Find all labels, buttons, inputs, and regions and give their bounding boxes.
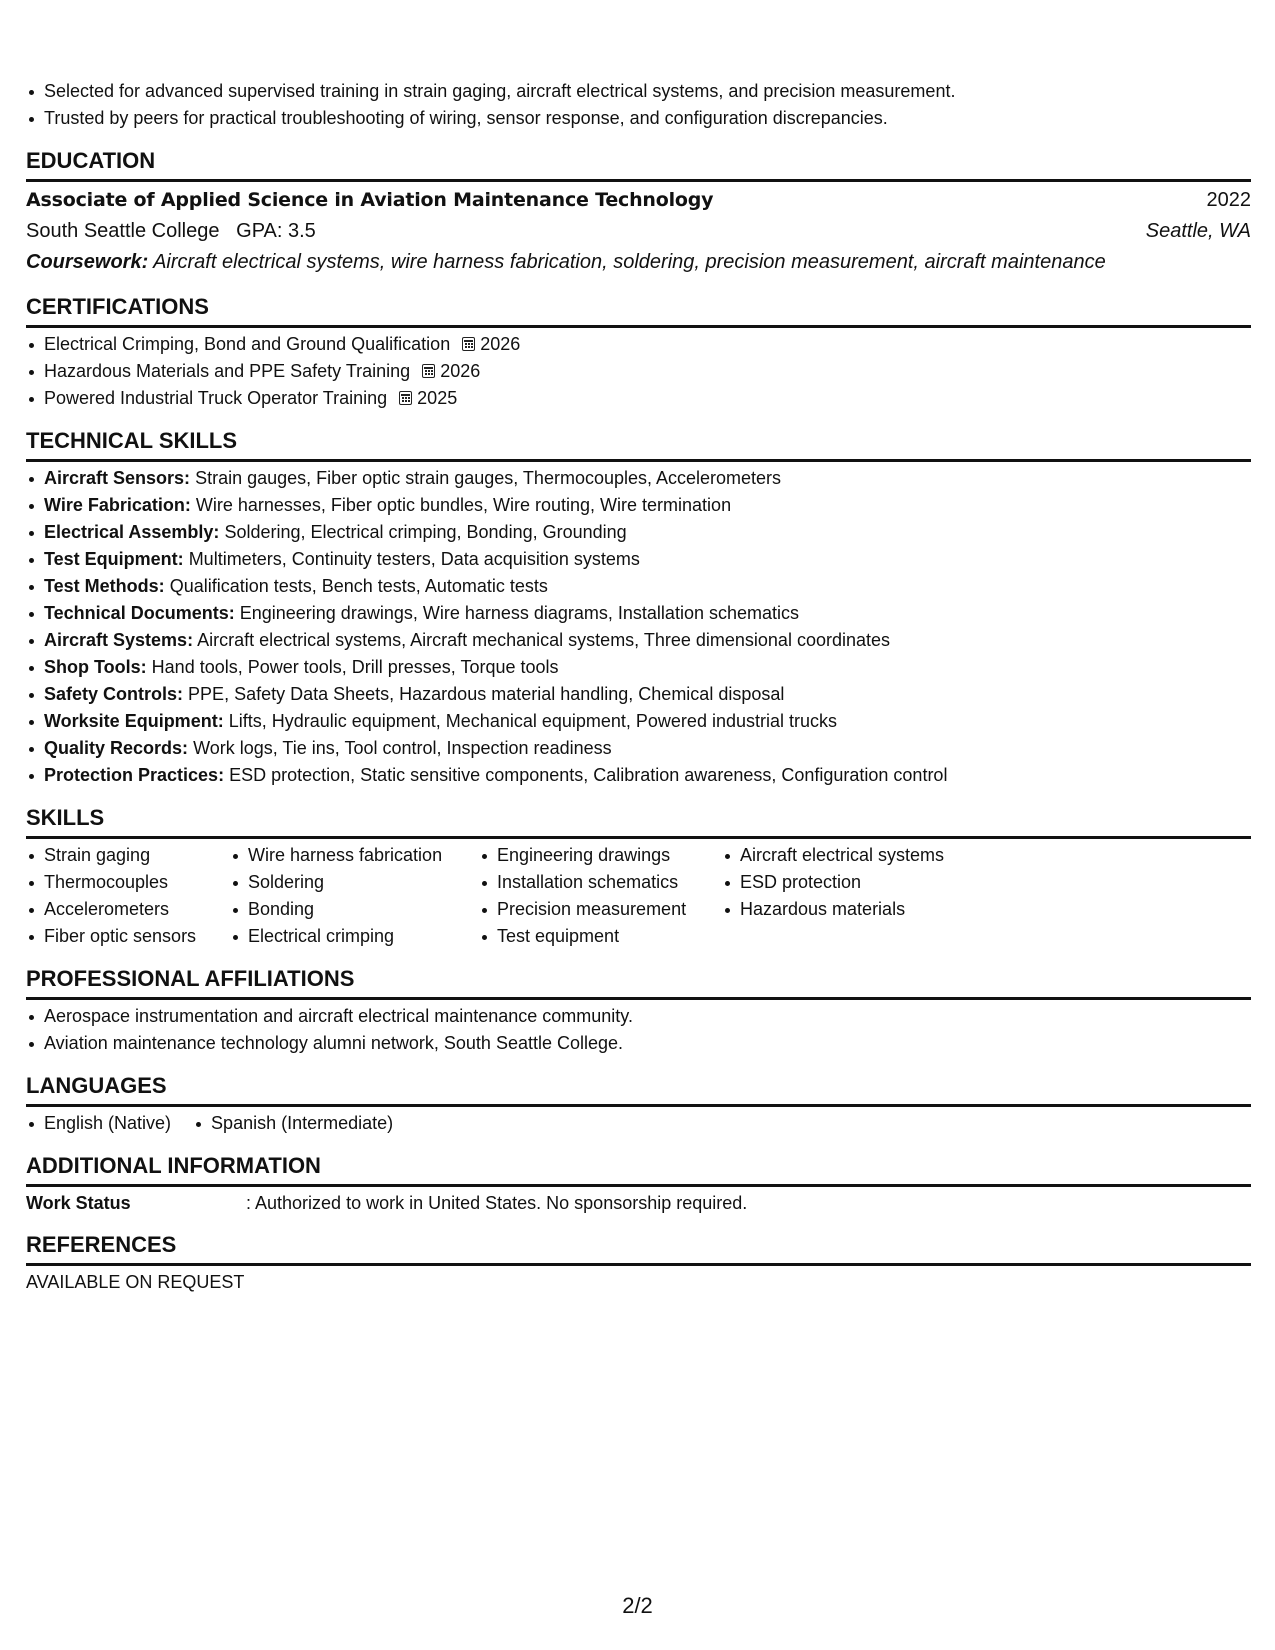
skill-category: Protection Practices:	[44, 765, 225, 785]
list-item	[26, 627, 1251, 654]
section-heading: CERTIFICATIONS	[26, 294, 209, 319]
gpa: GPA: 3.5	[236, 220, 316, 242]
skill-values: Qualification tests, Bench tests, Automatic tests	[169, 576, 548, 596]
list-item	[26, 546, 1251, 573]
graduation-year: 2022	[1206, 189, 1251, 211]
list-item	[26, 492, 1251, 519]
divider	[26, 1104, 1251, 1107]
skill-category: Shop Tools:	[44, 657, 147, 677]
skills-column	[230, 842, 479, 950]
affiliations-list	[26, 1003, 1251, 1057]
list-item	[26, 385, 1251, 412]
calendar-icon	[422, 364, 435, 378]
page-number: 2/2	[622, 1593, 653, 1618]
skill-category: Safety Controls:	[44, 684, 184, 704]
divider	[26, 836, 1251, 839]
school-row	[26, 216, 1251, 247]
list-item: Electrical crimping	[230, 923, 479, 950]
skills-grid	[26, 842, 1251, 950]
skill-values: Work logs, Tie ins, Tool control, Inspection readiness	[193, 738, 612, 758]
section-heading: ADDITIONAL INFORMATION	[26, 1153, 321, 1178]
additional-info-section	[26, 1153, 1251, 1216]
list-item: Test equipment	[479, 923, 722, 950]
section-heading: LANGUAGES	[26, 1073, 167, 1098]
list-item	[26, 735, 1251, 762]
list-item	[26, 465, 1251, 492]
list-item: Selected for advanced supervised training in strain gaging, aircraft electrical systems, and precision measurement.	[26, 78, 1251, 105]
references-text: AVAILABLE ON REQUEST	[26, 1272, 245, 1292]
cert-name: Hazardous Materials and PPE Safety Training	[44, 361, 411, 381]
list-item: Hazardous materials	[722, 896, 982, 923]
list-item: Engineering drawings	[479, 842, 722, 869]
skill-category: Technical Documents:	[44, 603, 235, 623]
skills-section	[26, 805, 1251, 950]
skills-column	[26, 842, 230, 950]
languages-list	[26, 1110, 1251, 1137]
list-item: Soldering	[230, 869, 479, 896]
list-item: Accelerometers	[26, 896, 230, 923]
school-name: South Seattle College	[26, 220, 220, 242]
divider	[26, 459, 1251, 462]
list-item: Thermocouples	[26, 869, 230, 896]
skill-values: Soldering, Electrical crimping, Bonding, Grounding	[224, 522, 627, 542]
degree-title: Associate of Applied Science in Aviation Maintenance Technology	[26, 189, 714, 211]
education-section	[26, 148, 1251, 278]
skill-values: Multimeters, Continuity testers, Data acquisition systems	[188, 549, 640, 569]
list-item: Trusted by peers for practical troubleshooting of wiring, sensor response, and configuration discrepancies.	[26, 105, 1251, 132]
list-item: ESD protection	[722, 869, 982, 896]
list-item	[26, 681, 1251, 708]
skill-category: Test Methods:	[44, 576, 165, 596]
list-item	[26, 358, 1251, 385]
list-item: Installation schematics	[479, 869, 722, 896]
references-section	[26, 1232, 1251, 1295]
work-status-value: : Authorized to work in United States. No sponsorship required.	[246, 1193, 748, 1213]
list-item	[26, 654, 1251, 681]
skill-category: Electrical Assembly:	[44, 522, 220, 542]
skill-category: Test Equipment:	[44, 549, 184, 569]
skill-category: Aircraft Systems:	[44, 630, 194, 650]
list-item	[26, 600, 1251, 627]
list-item	[26, 331, 1251, 358]
experience-bullets	[26, 78, 1251, 132]
list-item: Bonding	[230, 896, 479, 923]
skills-column	[479, 842, 722, 950]
list-item: Strain gaging	[26, 842, 230, 869]
technical-skills-list	[26, 465, 1251, 789]
list-item	[26, 708, 1251, 735]
section-heading: EDUCATION	[26, 148, 156, 173]
skill-values: Strain gauges, Fiber optic strain gauges, Thermocouples, Accelerometers	[195, 468, 782, 488]
section-heading: REFERENCES	[26, 1232, 177, 1257]
list-item: Precision measurement	[479, 896, 722, 923]
list-item: Aircraft electrical systems	[722, 842, 982, 869]
calendar-icon	[462, 337, 475, 351]
skill-values: Aircraft electrical systems, Aircraft mechanical systems, Three dimensional coordinates	[197, 630, 890, 650]
certifications-list	[26, 331, 1251, 412]
skill-category: Wire Fabrication:	[44, 495, 191, 515]
skill-category: Aircraft Sensors:	[44, 468, 191, 488]
skill-values: Wire harnesses, Fiber optic bundles, Wire routing, Wire termination	[195, 495, 732, 515]
technical-skills-section	[26, 428, 1251, 789]
work-status-label: Work Status	[26, 1193, 131, 1213]
cert-year: 2026	[440, 361, 481, 381]
cert-name: Powered Industrial Truck Operator Training	[44, 388, 388, 408]
resume-page	[26, 78, 1251, 1295]
coursework-text: Aircraft electrical systems, wire harness fabrication, soldering, precision measurement, aircraft maintenance	[153, 251, 1106, 273]
list-item: Aviation maintenance technology alumni network, South Seattle College.	[26, 1030, 1251, 1057]
list-item	[26, 762, 1251, 789]
list-item: Aerospace instrumentation and aircraft electrical maintenance community.	[26, 1003, 1251, 1030]
skill-values: Lifts, Hydraulic equipment, Mechanical equipment, Powered industrial trucks	[228, 711, 837, 731]
list-item: Wire harness fabrication	[230, 842, 479, 869]
list-item: English (Native)	[26, 1110, 171, 1137]
skill-category: Quality Records:	[44, 738, 189, 758]
skill-values: ESD protection, Static sensitive components, Calibration awareness, Configuration control	[229, 765, 948, 785]
cert-year: 2025	[417, 388, 458, 408]
affiliations-section	[26, 966, 1251, 1057]
skill-values: Engineering drawings, Wire harness diagrams, Installation schematics	[239, 603, 799, 623]
section-heading: SKILLS	[26, 805, 105, 830]
coursework-row	[26, 247, 1251, 278]
work-status-row	[26, 1190, 1251, 1216]
skill-category: Worksite Equipment:	[44, 711, 224, 731]
skill-values: PPE, Safety Data Sheets, Hazardous material handling, Chemical disposal	[188, 684, 785, 704]
cert-name: Electrical Crimping, Bond and Ground Qualification	[44, 334, 451, 354]
divider	[26, 997, 1251, 1000]
calendar-icon	[399, 391, 412, 405]
certifications-section	[26, 294, 1251, 412]
school-location: Seattle, WA	[1145, 220, 1251, 242]
skills-column	[722, 842, 982, 950]
list-item	[26, 519, 1251, 546]
divider	[26, 179, 1251, 182]
degree-row	[26, 185, 1251, 216]
divider	[26, 1184, 1251, 1187]
section-heading: TECHNICAL SKILLS	[26, 428, 238, 453]
divider	[26, 1263, 1251, 1266]
cert-year: 2026	[480, 334, 521, 354]
divider	[26, 325, 1251, 328]
coursework-label: Coursework:	[26, 251, 149, 273]
skill-values: Hand tools, Power tools, Drill presses, Torque tools	[151, 657, 559, 677]
list-item: Fiber optic sensors	[26, 923, 230, 950]
section-heading: PROFESSIONAL AFFILIATIONS	[26, 966, 355, 991]
list-item: Spanish (Intermediate)	[193, 1110, 393, 1137]
languages-section	[26, 1073, 1251, 1137]
list-item	[26, 573, 1251, 600]
